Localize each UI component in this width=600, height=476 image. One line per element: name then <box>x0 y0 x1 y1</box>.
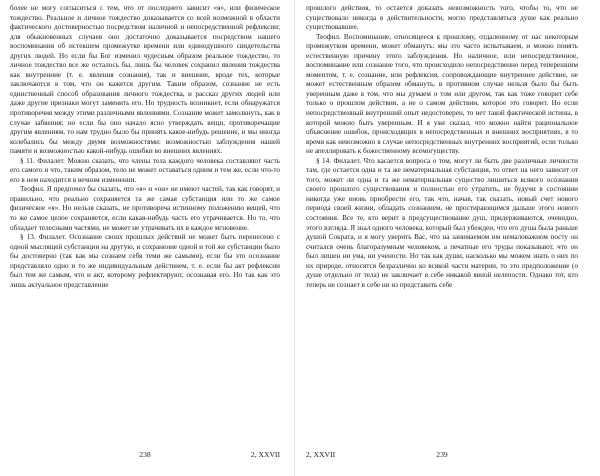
paragraph: § 14. Филалет. Что касается вопроса о том, могут ли быть две различные личности там, где остается одна и та же нематериальная субстанция, то ответ на него зависит от того, может ли одна и та же нематериальная существо лишиться всякого осознания своего прошлого существования и полностью его утратить, не будучи в состоянии никогда уже вновь приобрести его, так что, начав, так сказать, новый счет нового периода своей жизни, обладать сознанием, не простирающимся дальше этого нового состояния. Все те, кто верит в предсуществование душ, придерживаются, очевидно, этого взгляда. Я знал одного человека, который был убежден, что его душа была раньше душой Сократа, и я могу уверить Вас, что на занимаемом им немаловажном посту он считался очень благоразумным человеком, а печатные его труды показывают, что он был лишен ни ума, ни учености. Но так как души, насколько мы можем знать о них по их природе, относятся безразлично ко всякой части материи, то это предположение (о душе отдельно от тела) не заключает в себе никакой явной нелепости. Однако тот, кто теперь не сознает в себе ни из представить себе <box>306 156 578 289</box>
left-page-text <box>10 4 280 444</box>
page-gutter <box>294 0 295 476</box>
left-page <box>0 0 286 476</box>
right-page-footer <box>306 450 578 462</box>
left-page-footer <box>10 450 280 462</box>
right-page-text <box>306 4 578 444</box>
page-number: 238 <box>139 450 151 459</box>
running-reference: 2, XXVII <box>250 450 280 459</box>
page-number: 239 <box>436 450 448 459</box>
paragraph: Теофил. Я предпочел бы сказать, что «я» и «он» не имеют частей, так как говорят, и правильно, что реально сохраняется та же самая субстанция или то же самое физическое «я». Но нельзя сказать, не противореча истинному положению вещей, что то же самое целое сохраняется, если какая-нибудь часть его утрачивается. Но то, что обладает телесными частями, не может не утрачивать их в каждое мгновение. <box>10 185 280 232</box>
paragraph: § 13. Филалет. Осознание своих прошлых действий не может быть перенесено с одной мыслящей субстанции на другую, и сохранение одной и той же субстанции было бы достоверно (так как мы сознаем себя теми же самыми), если бы это осознание представляло одно и то же индивидуальным действием, т. е. если бы акт рефлексии был тем же самым, что и акт, которому рефлектируют, осознавая его. Но так как это лишь актуальное представление <box>10 233 280 289</box>
running-reference: 2, XXVII <box>306 450 336 459</box>
paragraph: Теофил. Воспоминание, относящееся к прошлому, отдаленному от нас некоторым промежутком времени, может обмануть: мы это часто испытываем, и можно понять естественную причину этого заблуждения. Но наличное, или непосредственное, воспоминание или сознание того, что происходило непосредственно перед теперешним моментом, т. е. сознание, или рефлексия, сопровождающие внутреннее действие, не может естественным образом обмануть, в противном случае нельзя было бы быть уверенным даже в том, что мы думаем о том или другом, так как тоже говорит себе только о прошлом действии, а не о самом действии, которое это говорит. Но если непосредственный внутренний опыт недостоверен, то нет такой фактической истины, в которой можно быть уверенным. И я уже сказал, что можно найти рациональное объяснение ошибок, происходящих в непосредственных и внешних восприятиях, в то время как невозможно в случае непосредственных внутренних восприятий, если только не апеллировать к божественному всемогуществу. <box>306 32 578 156</box>
right-page <box>300 0 586 476</box>
paragraph: § 11. Филалет. Можно сказать, что члены тела каждого человека составляют часть его самого и что, таким образом, тело не может оставаться одним и тем же, если что-то его в нем находится в вечном изменении. <box>10 156 280 184</box>
paragraph: прошлого действия, то остается доказать невозможность того, чтобы то, что не существовало никогда в действительности, могло представляться душе как реально существовавшее. <box>306 4 578 32</box>
paragraph: более не могу согласиться с тем, что от последнего зависит «я», или физическое тождество. Реальное и личное тождество доказывается со всей возможной в области фактического достоверностью посредством наличной и непосредственной рефлексии; для обыкновенных случаев оно достаточно доказывается посредством нашего воспоминания об истекшем промежутке времени или единодушного свидетельства других людей. Но если бы Бог изменил чудесным образом реальное тождество, то личное тождество все же осталось бы, лишь бы человек сохранил явления тождества как внутренние (т. е. явления сознания), так и внешние, вроде тех, которые заключаются в том, что он кажется другим. Таким образом, сознание не есть единственный способ образования личного тождества, и рассказ других людей или даже другие признаки могут заменить его. Но трудность возникнет, если обнаружатся противоречия между этими различными явлениями. Сознание может замолкнуть, как в случае забвения; но если бы оно начало ясно утверждать вещи, противоречащие другим явлениям, то нам трудно было бы принять какое-нибудь решение, и мы иногда колебались бы между двумя возможностями: возможностью заблуждения нашей памяти и возможностью какой-нибудь ошибки во внешних явлениях. <box>10 4 280 156</box>
